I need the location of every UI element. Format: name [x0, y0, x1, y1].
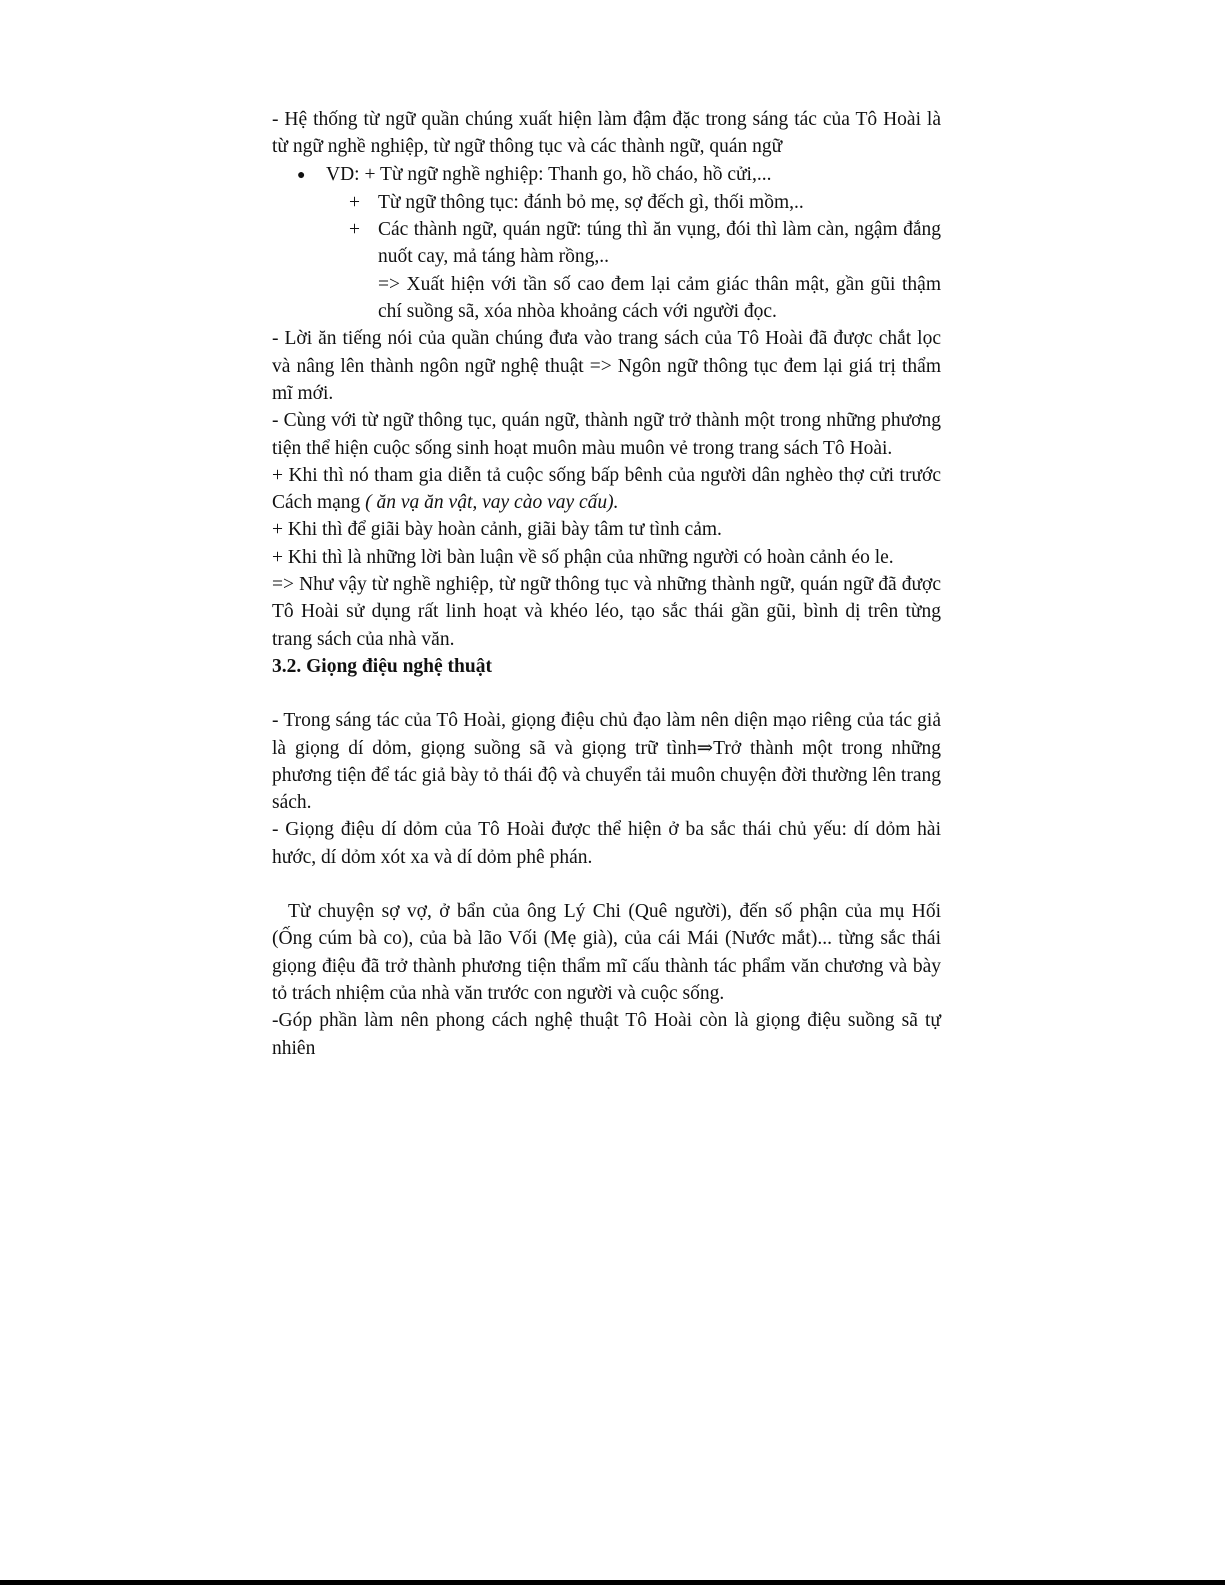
sub-item-idioms-text: Các thành ngữ, quán ngữ: túng thì ăn vụng, đói thì làm càn, ngậm đắng nuốt cay, mả táng hàm rồng,..: [378, 219, 941, 268]
paragraph-precarious-life-example: ( ăn vạ ăn vật, vay cào vay cấu).: [365, 492, 619, 514]
paragraph-precarious-life: [272, 462, 941, 517]
spacer: [272, 680, 941, 707]
bottom-border: [0, 1580, 1225, 1585]
paragraph-vocabulary-intro: - Hệ thống từ ngữ quần chúng xuất hiện làm đậm đặc trong sáng tác của Tô Hoài là từ ngữ nghề nghiệp, từ ngữ thông tục và các thành ngữ, quán ngữ: [272, 109, 941, 158]
paragraph-fate-comment: + Khi thì là những lời bàn luận về số phận của những người có hoàn cảnh éo le.: [272, 546, 894, 568]
paragraph-casual-tone: -Góp phần làm nên phong cách nghệ thuật Tô Hoài còn là giọng điệu suồng sã tự nhiên: [272, 1010, 941, 1059]
bullet-example: [297, 161, 941, 189]
sub-item-colloquial: [349, 189, 941, 216]
paragraph-summary: => Như vậy từ nghề nghiệp, từ ngữ thông tục và những thành ngữ, quán ngữ đã được Tô Hoài sử dụng rất linh hoạt và khéo léo, tạo sắc thái gần gũi, bình dị trên từng trang sách của nhà văn.: [272, 574, 941, 650]
document-page: [272, 106, 941, 1062]
paragraph-idioms-role: - Cùng với từ ngữ thông tục, quán ngữ, thành ngữ trở thành một trong những phương tiện thể hiện cuộc sống sinh hoạt muôn màu muôn vẻ trong trang sách Tô Hoài.: [272, 410, 941, 459]
plus-marker: +: [349, 191, 360, 213]
section-heading: 3.2. Giọng điệu nghệ thuật: [272, 655, 492, 677]
sub-item-idioms: [349, 216, 941, 271]
paragraph-examples: Từ chuyện sợ vợ, ở bẩn của ông Lý Chi (Quê người), đến số phận của mụ Hối (Ống cúm bà co), của bà lão Vối (Mẹ già), của cái Mái (Nước mắt)... từng sắc thái giọng điệu đã trở thành phương tiện thẩm mĩ cấu thành tác phẩm văn chương và bày tỏ trách nhiệm của nhà văn trước con người và cuộc sống.: [272, 901, 941, 1004]
spacer: [272, 871, 941, 898]
bullet-dot-icon: ●: [297, 167, 306, 183]
plus-marker: +: [349, 219, 360, 241]
bullet-example-text: VD: + Từ ngữ nghề nghiệp: Thanh go, hồ cháo, hồ cửi,...: [326, 163, 772, 185]
paragraph-tone-witty: - Giọng điệu dí dỏm của Tô Hoài được thể hiện ở ba sắc thái chủ yếu: dí dỏm hài hước, dí dỏm xót xa và dí dỏm phê phán.: [272, 819, 941, 868]
paragraph-precarious-life-text: + Khi thì nó tham gia diễn tả cuộc sống bấp bênh của người dân nghèo thợ cửi trước Cách mạng: [272, 464, 941, 514]
sub-item-colloquial-text: Từ ngữ thông tục: đánh bỏ mẹ, sợ đếch gì, thối mồm,..: [378, 191, 804, 213]
paragraph-tone-main: - Trong sáng tác của Tô Hoài, giọng điệu chủ đạo làm nên diện mạo riêng của tác giả là giọng dí dỏm, giọng suồng sã và giọng trữ tình⇒Trở thành một trong những phương tiện để tác giả bày tỏ thái độ và chuyển tải muôn chuyện đời thường lên trang sách.: [272, 710, 941, 814]
paragraph-speech-refined: - Lời ăn tiếng nói của quần chúng đưa vào trang sách của Tô Hoài đã được chắt lọc và nâng lên thành ngôn ngữ nghệ thuật => Ngôn ngữ thông tục đem lại giá trị thẩm mĩ mới.: [272, 328, 941, 404]
paragraph-confide: + Khi thì để giãi bày hoàn cảnh, giãi bày tâm tư tình cảm.: [272, 519, 722, 541]
conclusion-frequency: => Xuất hiện với tần số cao đem lại cảm giác thân mật, gần gũi thậm chí suồng sã, xóa nhòa khoảng cách với người đọc.: [378, 273, 941, 323]
